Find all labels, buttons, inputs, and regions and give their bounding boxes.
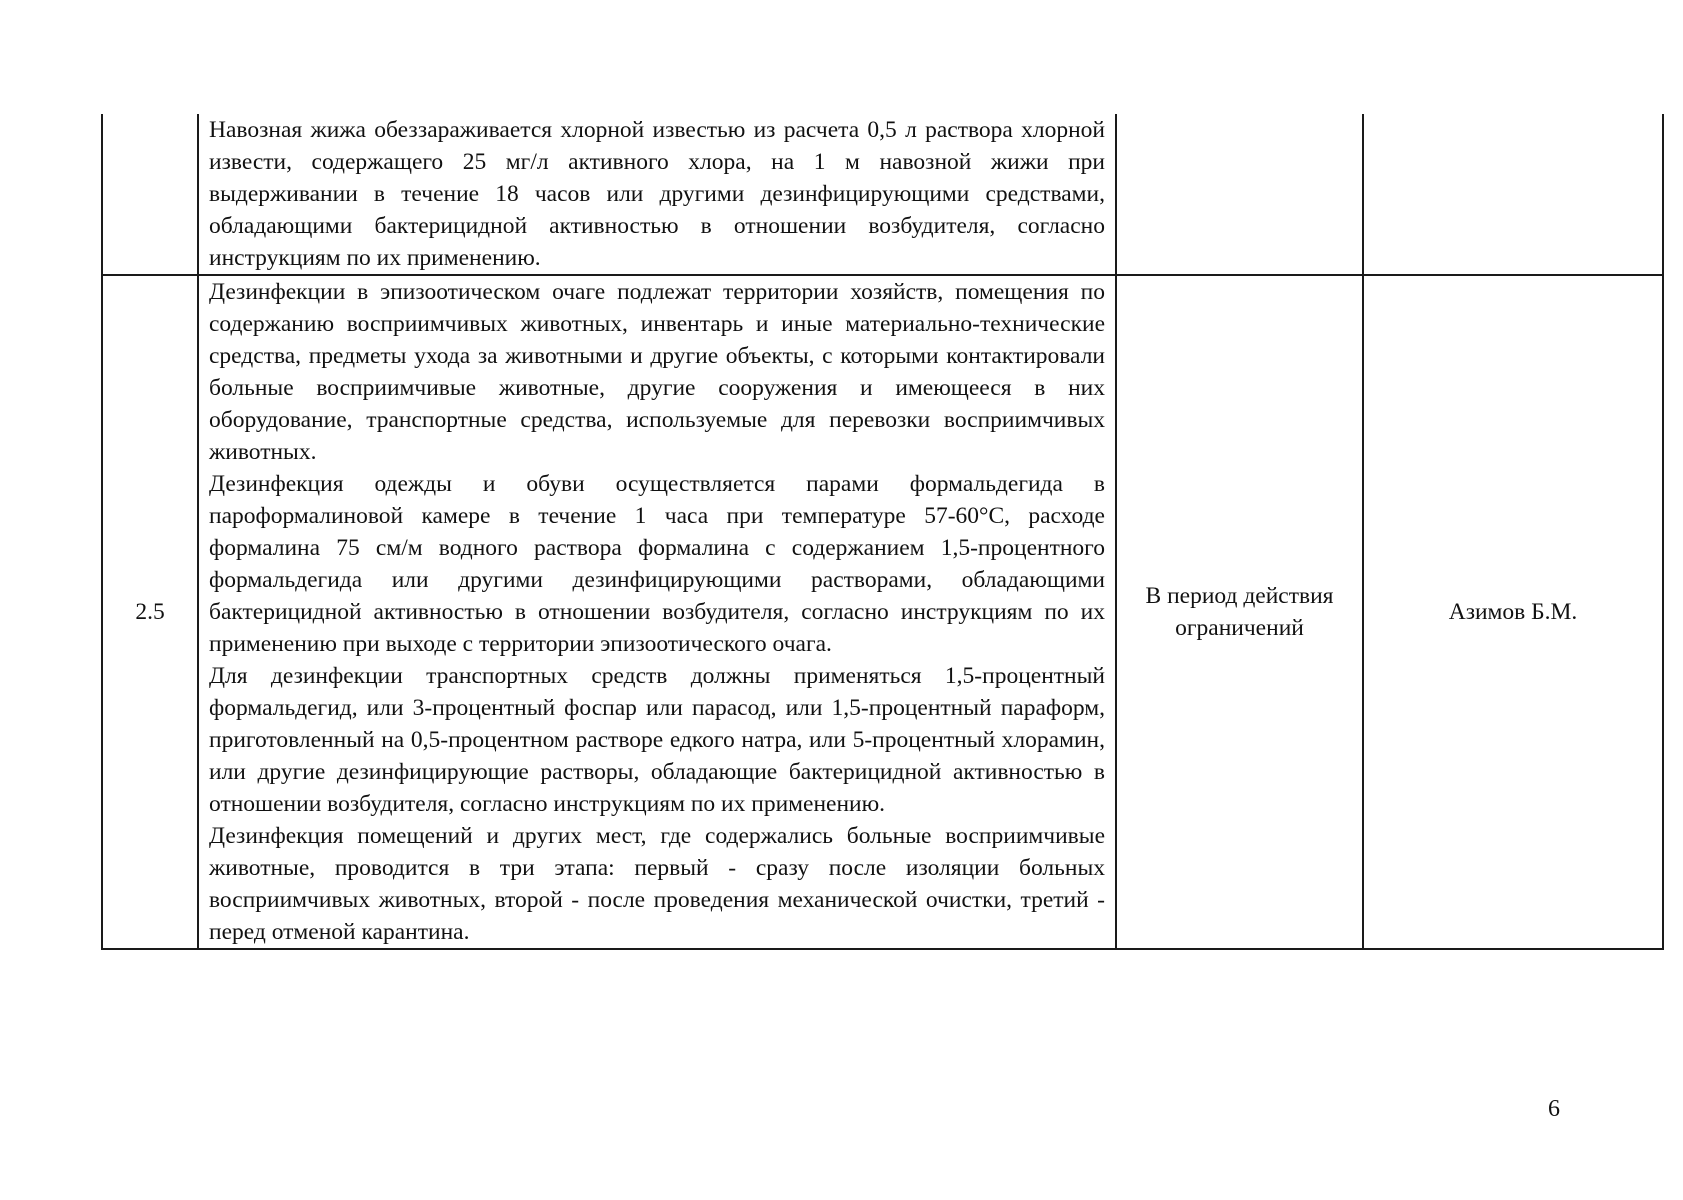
measure-paragraph: Навозная жижа обеззараживается хлорной известью из расчета 0,5 л раствора хлорной извести, содержащего 25 мг/л активного хлора, на 1 м навозной жижи при выдерживании в течение 18 часов или другими дезинфицирующими средствами, обладающими бактерицидной активностью в отношении возбудителя, согласно инструкциям по их применению. [209, 117, 1105, 271]
measure-paragraph: Дезинфекция помещений и других мест, где содержались больные восприимчивые животные, проводится в три этапа: первый - сразу после изоляции больных восприимчивых животных, второй - после проведения механической очистки, третий - перед отменой карантина. [209, 823, 1105, 945]
measures-table [101, 114, 1664, 950]
measure-text-cell [198, 275, 1116, 949]
row-number: 2.5 [102, 275, 198, 949]
responsible-text: Азимов Б.М. [1363, 275, 1663, 949]
measure-text-cell [198, 114, 1116, 275]
table-row-2-5 [102, 275, 1663, 949]
measure-paragraph: Для дезинфекции транспортных средств должны применяться 1,5-процентный формальдегид, или 3-процентный фоспар или парасод, или 1,5-процентный параформ, приготовленный на 0,5-процентном растворе едкого натра, или 5-процентный хлорамин, или другие дезинфицирующие растворы, обладающие бактерицидной активностью в отношении возбудителя, согласно инструкциям по их применению. [209, 663, 1105, 817]
measure-paragraph: Дезинфекция одежды и обуви осуществляется парами формальдегида в пароформалиновой камере в течение 1 часа при температуре 57-60°С, расходе формалина 75 см/м водного раствора формалина с содержанием 1,5-процентного формальдегида или другими дезинфицирующими растворами, обладающими бактерицидной активностью в отношении возбудителя, согласно инструкциям по их применению при выходе с территории эпизоотического очага. [209, 471, 1105, 657]
term-cell [1116, 114, 1363, 275]
page-number: 6 [1548, 1096, 1560, 1122]
number-cell [102, 114, 198, 275]
measure-paragraph: Дезинфекции в эпизоотическом очаге подлежат территории хозяйств, помещения по содержанию восприимчивых животных, инвентарь и иные материально-технические средства, предметы ухода за животными и другие объекты, с которыми контактировали больные восприимчивые животные, другие сооружения и имеющееся в них оборудование, транспортные средства, используемые для перевозки восприимчивых животных. [209, 279, 1105, 465]
responsible-cell [1363, 114, 1663, 275]
term-text: В период действия ограничений [1116, 275, 1363, 949]
table-row-continued [102, 114, 1663, 275]
